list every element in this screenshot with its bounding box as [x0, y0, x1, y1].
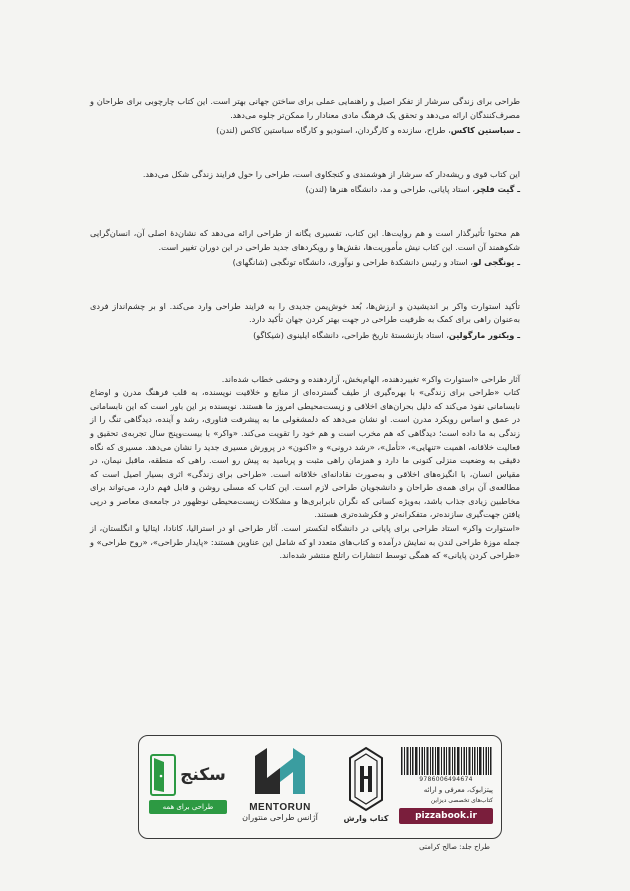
publisher-logo-box — [138, 735, 502, 839]
cover-designer-credit: طراح جلد: صالح کرامتی — [419, 843, 490, 851]
pizzabook-tagline: پیتزابوک، معرفی و ارائه — [423, 786, 493, 794]
about-title: آثار طراحی «استوارت واکر» تغییردهنده، الهام‌بخش، آزاردهنده و وحشی خطاب شده‌اند. — [221, 373, 520, 384]
about-body: کتاب «طراحی برای زندگی» با بهره‌گیری از طیف گسترده‌ای از منابع و خلاقیت نویسنده، به قلب فرهنگ مدرن و اوضاع نابسامانی نفوذ می‌کند که دلیل بحران‌های اخلاقی و زیست‌محیطی امروز ما هستند. نویسنده بر این باور است که این نابسامانی در عمق و اساس رویکرد مدرن است. او نشان می‌دهد که دلمشغولی ما به پیشرفت فناوری، رشد و آینده، دیدگاهی تنگ را از زندگی به ما داده است؛ دیدگاهی که هم مخرب است و هم خود را تقویت می‌کند. «واکر» با بیست‌وپنج سال تجربه‌ی تحقیق و فعالیت خلاقانه، اهمیت «تنهایی»، «تأمل»، «رشد درونی» و «اکنون» در پرورش مسیری جدید را نشان می‌دهد. مسیری که نگاه دقیقی به وضعیت منزلی کنونی ما دارد و همزمان راهی مثبت و پربامید به پیش رو است. راهی که منطقه، ماقبل نیمان، در مقیاس انسان، با انگیزه‌های اخلاقی و به‌صورت نقادانه‌ای خلاقانه است. «طراحی برای زندگی» اثری بسیار اصیل است که مطالعه‌ی آن برای همه‌ی طراحان و دانشجویان طراحی لازم است. این کتاب که مسلی روشن و قابل فهم دارد، می‌تواند برای مخاطبین زیادی جذاب باشد، به‌ویژه کسانی که نگران نابرابری‌ها و مشکلات زیست‌محیطی نوظهور در جامعه‌ی معاصر و درپی یافتن جهت‌گیری سازنده‌تر، متفکرانه‌تر و فکرشده‌تری هستند. — [90, 387, 520, 520]
quote-role: ، استاد بازنشستهٔ تاریخ طراحی، دانشگاه ایلینوی (شیکاگو) — [253, 329, 449, 340]
quote-4 — [90, 300, 520, 343]
cover-text — [90, 95, 520, 563]
mentorun-subtitle: آژانس طراحی منتوران — [242, 813, 318, 822]
quote-2 — [90, 168, 520, 197]
quote-attribution — [90, 256, 520, 270]
quote-1 — [90, 95, 520, 138]
about-section — [90, 373, 520, 563]
quote-text: هم محتوا تأثیرگذار است و هم روایت‌ها. این کتاب، تفسیری یگانه از طراحی ارائه می‌دهد که نشان‌دهٔ اصلی آن، انسان‌گرایی شکوهمند آن است. این کتاب نیش مأموریت‌ها، نقش‌ها و رویکردهای جدید طراحی در این دوران تغییر است. — [90, 227, 520, 252]
isbn-number: 9786006494674 — [419, 776, 473, 783]
quote-text: این کتاب قوی و ریشه‌دار که سرشار از هوشمندی و کنجکاوی است، طراحی را حول فرایند زندگی شکل می‌دهد. — [142, 168, 520, 179]
quote-attribution — [90, 183, 520, 197]
quote-author: ـ سباستین کاکس — [450, 125, 520, 136]
varesh-emblem-icon — [346, 746, 386, 812]
quote-text: تأکید استوارت واکر بر اندیشیدن و ارزش‌ها، بُعد خوش‌یمن جدیدی را به فرایند طراحی وارد می‌کند. او بر چشم‌انداز فردی به‌عنوان راهی برای کمک به ظرفیت طراحی در جهت بهتر کردن جهان تأکید دارد. — [90, 300, 520, 325]
pizzabook-subtagline: کتاب‌های تخصصی دیزاین — [430, 797, 493, 804]
mentorun-logo — [231, 744, 329, 830]
door-icon — [150, 754, 176, 796]
barcode-icon — [399, 746, 493, 776]
quote-author: ـ گیت فلچر — [475, 184, 520, 195]
sakaneh-tagline: طراحی برای همه — [149, 800, 227, 814]
pizzabook-url: pizzabook.ir — [399, 808, 493, 824]
quote-role: ، استاد و رئیس دانشکدهٔ طراحی و نوآوری، دانشگاه تونگجی (شانگهای) — [232, 257, 474, 268]
sakaneh-logo — [147, 744, 229, 830]
quote-author: ـ یونگجی لو — [473, 257, 520, 268]
quote-attribution — [90, 329, 520, 343]
mentorun-name: MENTORUN — [249, 802, 311, 813]
quote-text: طراحی برای زندگی سرشار از تفکر اصیل و راهنمایی عملی برای ساختن جهانی بهتر است. این کتاب چارچوبی برای طراحان و مصرف‌کنندگان ارائه می‌دهد و تحقق یک فرهنگ مادی معنادار را ممکن‌تر جلوه می‌دهد. — [90, 96, 520, 120]
varesh-label: کتاب وارش — [343, 814, 389, 823]
quote-role: ، طراح، سازنده و کارگردان، استودیو و کارگاه سباستین کاکس (لندن) — [216, 125, 451, 136]
pizzabook-block — [399, 746, 493, 828]
quote-role: ، استاد پایانی، طراحی و مد، دانشگاه هنرها (لندن) — [305, 184, 476, 195]
quote-3 — [90, 227, 520, 270]
author-bio: «استوارت واکر» استاد طراحی برای پایانی در دانشگاه لنکستر است. آثار طراحی او در استرالیا، کانادا، ایتالیا و انگلستان، از جمله موزهٔ طراحی لندن به نمایش درآمده و کتاب‌های متعدد او که شامل این عناوین هستند: «پایدار طراحی»، «روح طراحی» و «طراحی کردن پایانی» که همگی توسط انتشارات راتلج منتشر شده‌اند. — [90, 523, 520, 561]
quote-author: ـ ویکتور مارگولین — [448, 329, 520, 340]
sakaneh-name: سکنج — [180, 765, 226, 785]
quote-attribution — [90, 124, 520, 138]
mentorun-emblem-icon — [249, 744, 311, 796]
varesh-logo — [343, 746, 389, 828]
